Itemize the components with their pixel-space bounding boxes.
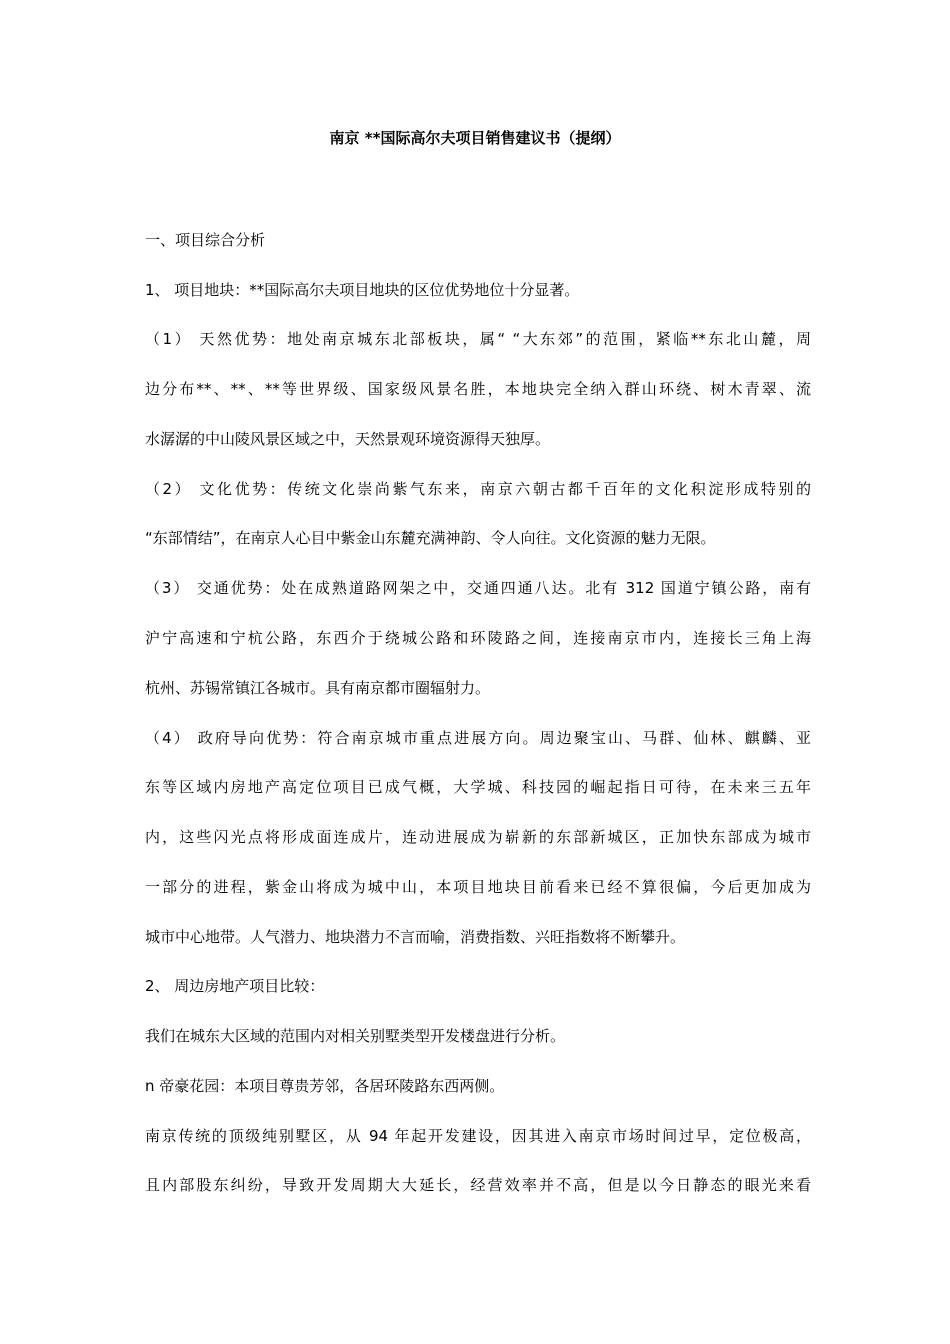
paragraph-line: 南京传统的顶级纯别墅区，从 94 年起开发建设，因其进入南京市场时间过早，定位极高，: [145, 1127, 811, 1145]
paragraph-line: 沪宁高速和宁杭公路，东西介于绕城公路和环陵路之间，连接南京市内，连接长三角上海: [145, 629, 811, 647]
paragraph-line: 水潺潺的中山陵风景区域之中，天然景观环境资源得天独厚。: [145, 430, 551, 448]
bullet-item: n 帝豪花园：本项目尊贵芳邻，各居环陵路东西两侧。: [145, 1077, 505, 1095]
paragraph-line: （1） 天然优势：地处南京城东北部板块，属“ “大东郊”的范围，紧临**东北山麓，周: [145, 330, 811, 348]
paragraph-line: （4） 政府导向优势：符合南京城市重点进展方向。周边聚宝山、马群、仙林、麒麟、亚: [145, 729, 811, 747]
paragraph-line: 内，这些闪光点将形成面连成片，连动进展成为崭新的东部新城区，正加快东部成为城市: [145, 828, 811, 846]
paragraph-line: （2） 文化优势：传统文化崇尚紫气东来，南京六朝古都千百年的文化积淀形成特别的: [145, 480, 811, 498]
paragraph-line: “东部情结”，在南京人心目中紫金山东麓充满神韵、令人向往。文化资源的魅力无限。: [145, 529, 716, 547]
paragraph-line: （3） 交通优势：处在成熟道路网架之中，交通四通八达。北有 312 国道宁镇公路，南有: [145, 579, 811, 597]
paragraph-line: 一部分的进程，紫金山将成为城中山，本项目地块目前看来已经不算很偏，今后更加成为: [145, 878, 811, 896]
paragraph-line: 且内部股东纠纷，导致开发周期大大延长，经营效率并不高，但是以今日静态的眼光来看: [145, 1176, 811, 1194]
paragraph-line: 东等区域内房地产高定位项目已成气概，大学城、科技园的崛起指日可待，在未来三五年: [145, 778, 811, 796]
paragraph-line: 我们在城东大区域的范围内对相关别墅类型开发楼盘进行分析。: [145, 1027, 566, 1045]
paragraph-line: 杭州、苏锡常镇江各城市。具有南京都市圈辐射力。: [145, 679, 491, 697]
subsection-heading: 2、 周边房地产项目比较：: [145, 977, 325, 995]
section-heading: 一、项目综合分析: [145, 231, 266, 249]
document-title: 南京 **国际高尔夫项目销售建议书（提纲）: [329, 129, 621, 147]
paragraph-line: 城市中心地带。人气潜力、地块潜力不言而喻，消费指数、兴旺指数将不断攀升。: [145, 928, 686, 946]
paragraph-line: 边分布**、**、**等世界级、国家级风景名胜，本地块完全纳入群山环绕、树木青翠、流: [145, 380, 811, 398]
subsection-heading: 1、 项目地块：**国际高尔夫项目地块的区位优势地位十分显著。: [145, 281, 580, 299]
